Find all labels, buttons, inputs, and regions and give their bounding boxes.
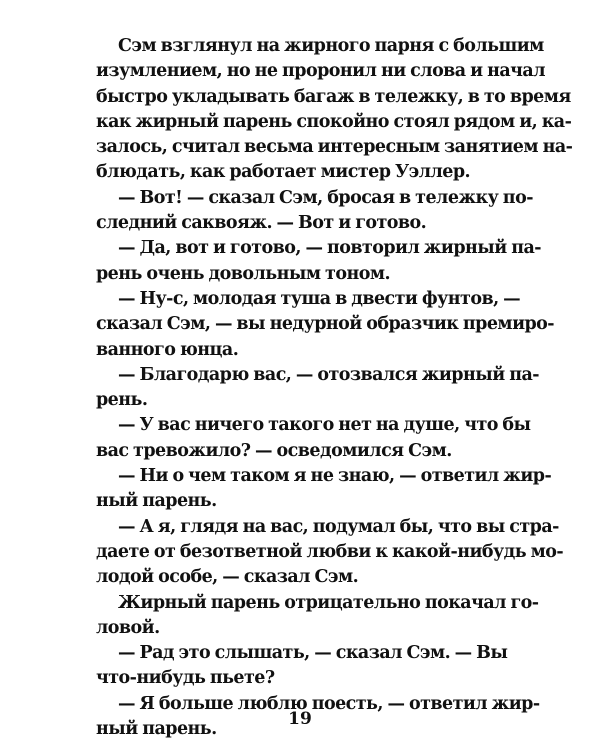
text-line: Жирный парень отрицательно покачал го- bbox=[118, 592, 539, 613]
text-line: — У вас ничего такого нет на душе, что бы bbox=[118, 415, 531, 436]
text-line: даете от безответной любви к какой-нибудь мо- bbox=[96, 541, 564, 562]
text-line: — Ни о чем таком я не знаю, — ответил жир- bbox=[118, 466, 552, 487]
text-line: — А я, глядя на вас, подумал бы, что вы стра- bbox=[118, 516, 559, 537]
text-line: сказал Сэм, — вы недурной образчик премиро- bbox=[96, 314, 555, 335]
text-line: залось, считал весьма интересным занятием на- bbox=[96, 137, 573, 158]
text-line: Сэм взглянул на жирного парня с большим bbox=[118, 36, 544, 56]
text-line: быстро укладывать багаж в тележку, в то время bbox=[96, 86, 571, 107]
text-line: лодой особе, — сказал Сэм. bbox=[96, 567, 359, 588]
text-line: рень очень довольным тоном. bbox=[96, 263, 391, 284]
text-line: ловой. bbox=[96, 617, 160, 638]
text-line: изумлением, но не проронил ни слова и начал bbox=[96, 61, 545, 82]
text-line: — Вот! — сказал Сэм, бросая в тележку по- bbox=[118, 187, 533, 208]
text-line: ный парень. bbox=[96, 719, 217, 740]
text-line: вас тревожило? — осведомился Сэм. bbox=[96, 440, 452, 461]
text-line: ванного юнца. bbox=[96, 339, 239, 360]
text-line: — Ну-с, молодая туша в двести фунтов, — bbox=[118, 288, 521, 309]
text-line: как жирный парень спокойно стоял рядом и, ка- bbox=[96, 111, 572, 132]
text-line: ный парень. bbox=[96, 491, 217, 512]
text-line: рень. bbox=[96, 390, 148, 411]
text-block bbox=[96, 34, 573, 742]
text-line: — Рад это слышать, — сказал Сэм. — Вы bbox=[118, 643, 508, 664]
page-number: 19 bbox=[288, 709, 312, 729]
text-line: — Благодарю вас, — отозвался жирный па- bbox=[118, 364, 539, 385]
text-line: — Да, вот и готово, — повторил жирный па- bbox=[118, 238, 542, 259]
text-line: что-нибудь пьете? bbox=[96, 668, 275, 689]
text-line: — Я больше люблю поесть, — ответил жир- bbox=[118, 693, 540, 714]
text-line: следний саквояж. — Вот и готово. bbox=[96, 213, 427, 234]
text-line: блюдать, как работает мистер Уэллер. bbox=[96, 162, 471, 183]
